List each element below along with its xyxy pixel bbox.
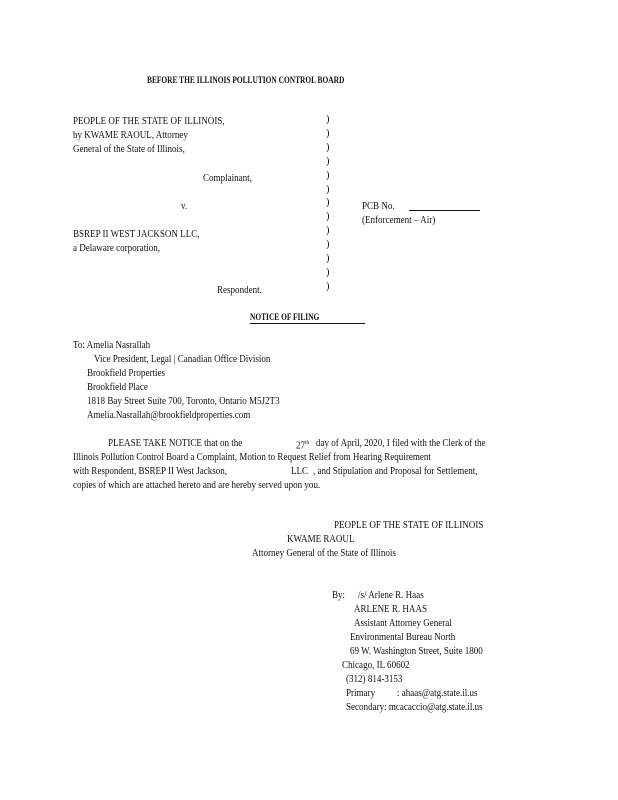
signature-people: PEOPLE OF THE STATE OF ILLINOIS: [334, 520, 484, 531]
body-line-3c: , and Stipulation and Proposal for Settlement,: [313, 466, 478, 477]
respondent-line-2: a Delaware corporation,: [73, 243, 160, 254]
respondent-line-1: BSREP II WEST JACKSON LLC,: [73, 229, 200, 240]
body-line-1-day: 27th: [296, 440, 310, 452]
complainant-line-2: by KWAME RAOUL, Attorney: [73, 130, 188, 141]
signature-by: By:: [332, 590, 346, 601]
addressee-title: Vice President, Legal | Canadian Office Division: [94, 354, 271, 365]
notice-title: NOTICE OF FILING: [250, 313, 320, 323]
signer-phone: (312) 814-3153: [346, 674, 403, 685]
signer-street: 69 W. Washington Street, Suite 1800: [350, 646, 483, 657]
board-title: BEFORE THE ILLINOIS POLLUTION CONTROL BOARD: [147, 76, 345, 86]
complainant-line-3: General of the State of Illinois,: [73, 144, 185, 155]
signer-name: ARLENE R. HAAS: [354, 604, 428, 615]
signature-ag-title: Attorney General of the State of Illinois: [252, 548, 396, 559]
pcb-number-blank: [409, 210, 480, 211]
complainant-role: Complainant,: [203, 173, 252, 184]
complainant-line-1: PEOPLE OF THE STATE OF ILLINOIS,: [73, 116, 225, 127]
versus-label: v.: [181, 201, 188, 212]
body-line-4: copies of which are attached hereto and are hereby served upon you.: [73, 480, 321, 491]
addressee-to: To: Amelia Nasrallah: [73, 340, 151, 351]
addressee-place: Brookfield Place: [87, 382, 148, 393]
respondent-role: Respondent.: [217, 285, 262, 296]
primary-email-label: Primary: [346, 688, 376, 699]
signer-title: Assistant Attorney General: [354, 618, 452, 629]
enforcement-label: (Enforcement – Air): [362, 215, 436, 226]
notice-title-underline: [250, 323, 365, 324]
addressee-email: Amelia.Nasrallah@brookfieldproperties.com: [87, 410, 251, 421]
pcb-number-label: PCB No.: [362, 201, 395, 212]
signer-bureau: Environmental Bureau North: [350, 632, 456, 643]
addressee-company: Brookfield Properties: [87, 368, 166, 379]
signature-ag-name: KWAME RAOUL: [287, 534, 355, 545]
primary-email: : ahaas@atg.state.il.us: [397, 688, 478, 699]
body-line-2: Illinois Pollution Control Board a Complaint, Motion to Request Relief from Hearing Requirement: [73, 452, 431, 463]
ordinal-suffix: th: [305, 440, 310, 446]
signature-mark: /s/ Arlene R. Haas: [358, 590, 424, 601]
caption-parentheses: ) ) ) ) ) ) ) ) ) ) ) ) ): [326, 114, 330, 292]
body-line-3b: LLC: [291, 466, 309, 477]
body-line-1b: day of April, 2020, I filed with the Clerk of the: [316, 438, 486, 449]
body-line-3a: with Respondent, BSREP II West Jackson,: [73, 466, 228, 477]
secondary-email: Secondary: mcacaccio@atg.state.il.us: [346, 702, 483, 713]
addressee-street: 1818 Bay Street Suite 700, Toronto, Ontario M5J2T3: [87, 396, 280, 407]
body-line-1a: PLEASE TAKE NOTICE that on the: [108, 438, 243, 449]
signer-city: Chicago, IL 60602: [342, 660, 410, 671]
